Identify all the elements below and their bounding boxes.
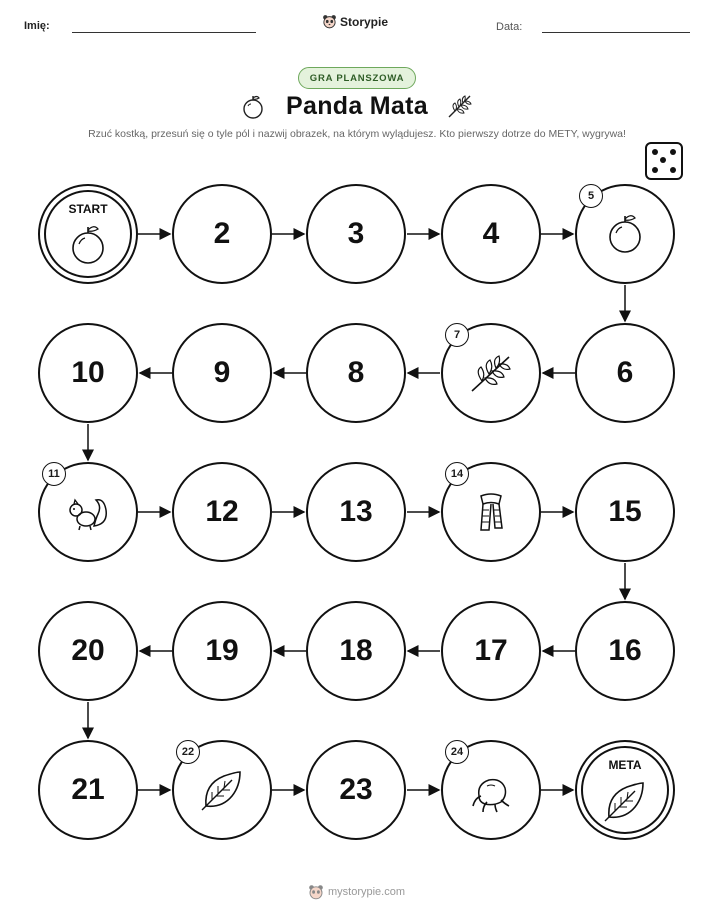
page-title: Panda Mata [286,92,428,120]
cell-14[interactable] [441,462,541,562]
cell-10[interactable]: 10 [38,323,138,423]
game-type-badge: GRA PLANSZOWA [298,67,416,89]
cell-5[interactable] [575,184,675,284]
cell-11[interactable] [38,462,138,562]
squirrel-icon [64,488,112,536]
cell-22[interactable] [172,740,272,840]
cell-3[interactable]: 3 [306,184,406,284]
cell-24[interactable] [441,740,541,840]
leaf-icon [601,777,649,825]
panda-logo-icon [308,884,324,900]
cell-13[interactable]: 13 [306,462,406,562]
name-label: Imię: [24,20,50,32]
cell-18[interactable]: 18 [306,601,406,701]
cell-9[interactable]: 9 [172,323,272,423]
cell-meta[interactable] [575,740,675,840]
cell-20[interactable]: 20 [38,601,138,701]
cell-21[interactable]: 21 [38,740,138,840]
date-label: Data: [496,21,523,33]
instructions: Rzuć kostką, przesuń się o tyle pól i nazwij obrazek, na którym wylądujesz. Kto pierwszy dotrze do METY, wygrywa! [88,128,626,140]
cell-16[interactable]: 16 [575,601,675,701]
cell-2[interactable]: 2 [172,184,272,284]
leaf-icon [198,766,246,814]
brand-name: Storypie [340,14,389,29]
cell-number-tag: 24 [445,740,469,764]
apple-icon [64,221,112,269]
cell-number-tag: 22 [176,740,200,764]
footer-url[interactable]: mystorypie.com [328,886,406,898]
cell-number-tag: 5 [579,184,603,208]
cell-8[interactable]: 8 [306,323,406,423]
cell-23[interactable]: 23 [306,740,406,840]
cell-start[interactable] [38,184,138,284]
meta-label: META [608,758,642,772]
cell-15[interactable]: 15 [575,462,675,562]
cell-17[interactable]: 17 [441,601,541,701]
cell-number-tag: 11 [42,462,66,486]
cell-6[interactable]: 6 [575,323,675,423]
cell-number-tag: 14 [445,462,469,486]
footer [308,884,405,900]
branch-icon [467,349,515,397]
scarf-icon [467,488,515,536]
cell-12[interactable]: 12 [172,462,272,562]
start-label: START [68,202,108,216]
cell-19[interactable]: 19 [172,601,272,701]
apple-icon [601,210,649,258]
paw-icon [467,766,515,814]
cell-7[interactable] [441,323,541,423]
cell-4[interactable]: 4 [441,184,541,284]
cell-number-tag: 7 [445,323,469,347]
